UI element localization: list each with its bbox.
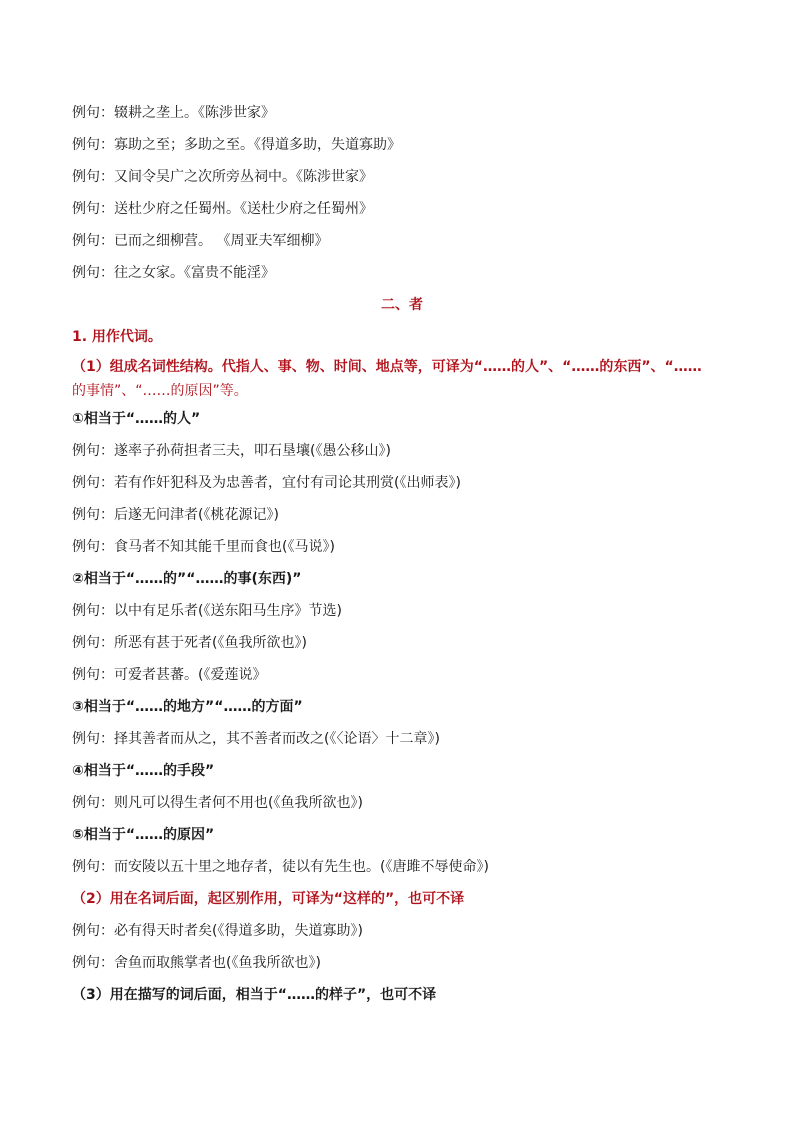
usage-heading: （2）用在名词后面，起区别作用，可译为“这样的”，也可不译 bbox=[72, 891, 465, 907]
example-line: 例句：舍鱼而取熊掌者也(《鱼我所欲也》) bbox=[72, 955, 321, 971]
subsection-title: 1. 用作代词。 bbox=[72, 329, 162, 345]
example-line: 例句：寡助之至；多助之至。《得道多助，失道寡助》 bbox=[72, 137, 401, 153]
usage-heading: （3）用在描写的词后面，相当于“……的样子”，也可不译 bbox=[72, 987, 437, 1003]
example-line: 例句：往之女家。《富贵不能淫》 bbox=[72, 265, 275, 281]
example-line: 例句：又间令吴广之次所旁丛祠中。《陈涉世家》 bbox=[72, 169, 373, 185]
example-line: 例句：后遂无问津者(《桃花源记》) bbox=[72, 507, 279, 523]
example-line: 例句：辍耕之垄上。《陈涉世家》 bbox=[72, 105, 275, 121]
example-line: 例句：择其善者而从之，其不善者而改之(《〈论语〉十二章》) bbox=[72, 731, 440, 747]
document-page bbox=[72, 97, 732, 1011]
example-line: 例句：送杜少府之任蜀州。《送杜少府之任蜀州》 bbox=[72, 201, 373, 217]
example-line: 例句：可爱者甚蕃。(《爱莲说》 bbox=[72, 667, 267, 683]
meaning-heading: ④相当于“……的手段” bbox=[72, 763, 215, 779]
example-line: 例句：而安陵以五十里之地存者，徒以有先生也。(《唐雎不辱使命》) bbox=[72, 859, 489, 875]
meaning-heading: ②相当于“……的”“……的事(东西)” bbox=[72, 571, 302, 587]
meaning-heading: ③相当于“……的地方”“……的方面” bbox=[72, 699, 303, 715]
example-line: 例句：以中有足乐者(《送东阳马生序》节选) bbox=[72, 603, 342, 619]
usage-description-continued: 的事情”、“……的原因”等。 bbox=[72, 383, 248, 399]
example-line: 例句：食马者不知其能千里而食也(《马说》) bbox=[72, 539, 335, 555]
example-line: 例句：已而之细柳营。 《周亚夫军细柳》 bbox=[72, 233, 329, 249]
meaning-heading: ⑤相当于“……的原因” bbox=[72, 827, 215, 843]
usage-description: （1）组成名词性结构。代指人、事、物、时间、地点等，可译为“……的人”、“……的东西”、“…… bbox=[72, 359, 702, 375]
example-line: 例句：所恶有甚于死者(《鱼我所欲也》) bbox=[72, 635, 307, 651]
section-heading: 二、者 bbox=[381, 297, 423, 313]
meaning-heading: ①相当于“……的人” bbox=[72, 411, 201, 427]
example-line: 例句：若有作奸犯科及为忠善者，宜付有司论其刑赏(《出师表》) bbox=[72, 475, 461, 491]
example-line: 例句：遂率子孙荷担者三夫，叩石垦壤(《愚公移山》) bbox=[72, 443, 391, 459]
example-line: 例句：必有得天时者矣(《得道多助，失道寡助》) bbox=[72, 923, 363, 939]
example-line: 例句：则凡可以得生者何不用也(《鱼我所欲也》) bbox=[72, 795, 363, 811]
